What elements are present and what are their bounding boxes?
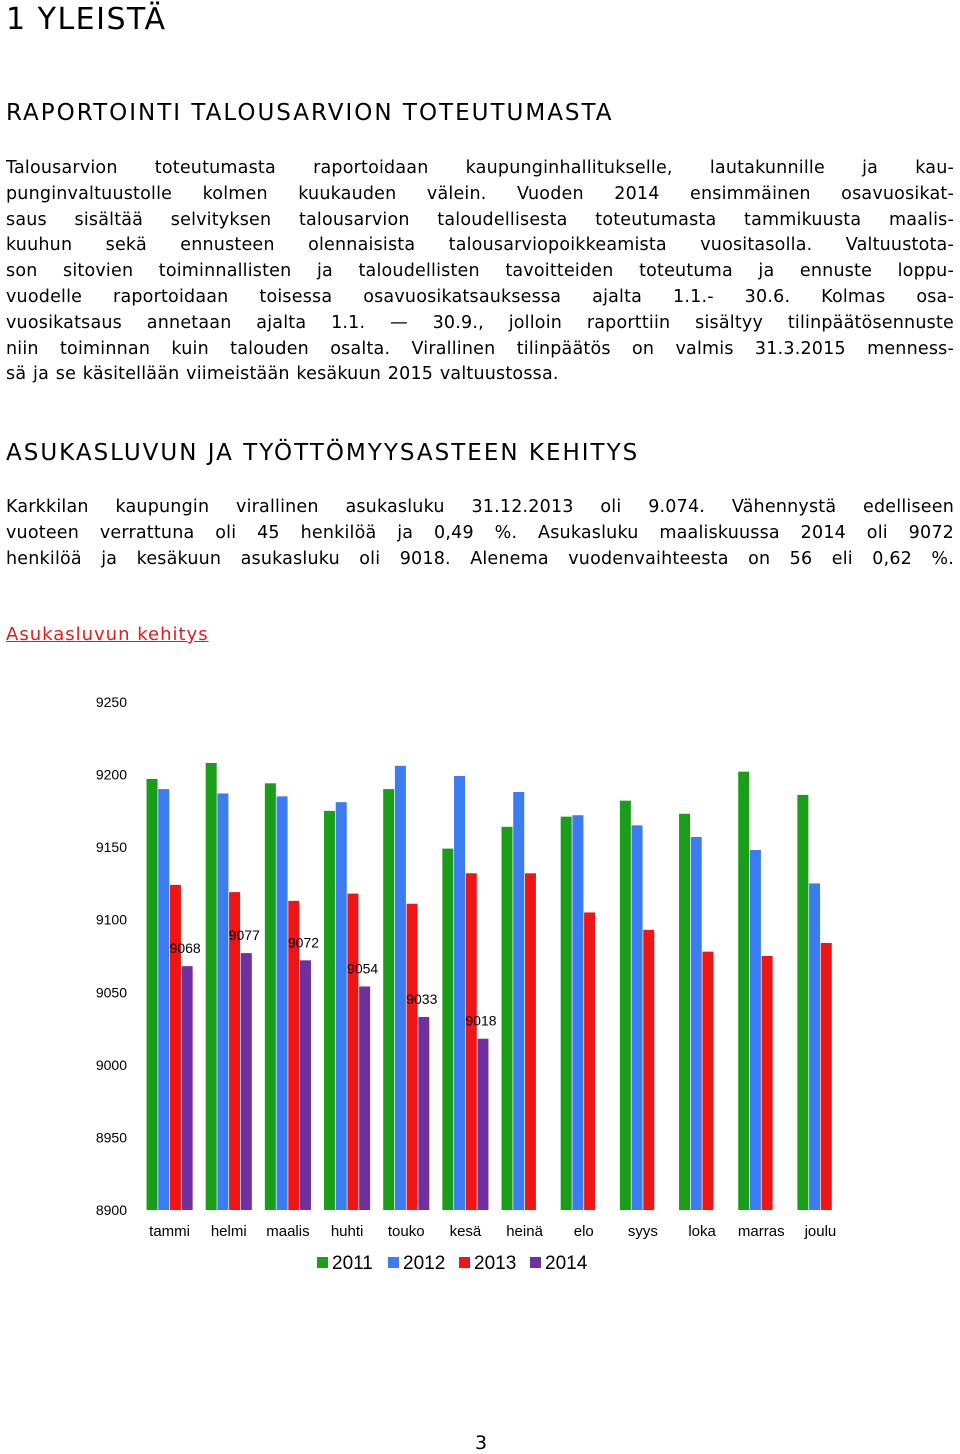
bar-2013-marras	[762, 956, 773, 1210]
bar-2011-maalis	[265, 783, 276, 1210]
text-line: son sitovien toiminnallisten ja taloudellisten tavoitteiden toteutuma ja ennuste loppu-	[6, 261, 954, 282]
bar-2011-kesä	[442, 849, 453, 1210]
bar-2011-tammi	[147, 779, 158, 1210]
x-tick-label: tammi	[149, 1223, 191, 1240]
y-tick-label: 9100	[95, 911, 127, 928]
chapter-title: 1 YLEISTÄ	[6, 2, 167, 37]
data-label-2014: 9068	[169, 940, 201, 957]
bar-2013-heinä	[525, 873, 536, 1210]
x-tick-label: elo	[573, 1223, 594, 1240]
legend-label-2013: 2013	[474, 1253, 517, 1274]
x-tick-label: joulu	[804, 1223, 837, 1240]
bar-2012-syys	[632, 825, 643, 1210]
bar-2013-syys	[643, 930, 654, 1210]
bar-2012-tammi	[158, 789, 169, 1210]
bar-2011-syys	[620, 801, 631, 1210]
x-tick-label: syys	[627, 1223, 658, 1240]
bar-2012-elo	[572, 815, 583, 1210]
bar-2011-huhti	[324, 811, 335, 1210]
bar-2013-huhti	[347, 894, 358, 1210]
bar-2013-kesä	[466, 873, 477, 1210]
paragraph-asukasluku	[6, 495, 954, 572]
population-bar-chart	[0, 680, 960, 1290]
y-tick-label: 9150	[95, 839, 127, 856]
bar-2011-heinä	[502, 827, 513, 1210]
bar-2014-huhti	[359, 986, 370, 1210]
bar-2011-marras	[738, 772, 749, 1210]
chart-heading: Asukasluvun kehitys	[6, 624, 209, 645]
y-tick-label: 9000	[95, 1056, 127, 1073]
bar-2011-elo	[561, 817, 572, 1210]
bar-2012-huhti	[336, 802, 347, 1210]
bar-2011-loka	[679, 814, 690, 1210]
x-tick-label: touko	[387, 1223, 425, 1240]
section-title-asukasluku: ASUKASLUVUN JA TYÖTTÖMYYSASTEEN KEHITYS	[6, 440, 640, 466]
data-label-2014: 9072	[287, 934, 320, 951]
bar-2013-elo	[584, 912, 595, 1210]
x-tick-label: marras	[737, 1223, 785, 1240]
bar-2011-touko	[383, 789, 394, 1210]
x-tick-label: heinä	[506, 1223, 543, 1240]
y-tick-label: 9200	[95, 766, 127, 783]
y-tick-label: 9050	[95, 984, 127, 1001]
text-line: Talousarvion toteutumasta raportoidaan kaupunginhallitukselle, lautakunnille ja kau-	[6, 158, 954, 178]
legend-label-2011: 2011	[332, 1253, 373, 1274]
text-line: Karkkilan kaupungin virallinen asukasluku 31.12.2013 oli 9.074. Vähennystä edelliseen	[6, 497, 954, 517]
legend-swatch-2013	[459, 1257, 470, 1268]
bar-2012-heinä	[513, 792, 524, 1210]
paragraph-raportointi	[6, 156, 954, 388]
data-label-2014: 9018	[465, 1012, 497, 1029]
y-tick-label: 8900	[95, 1202, 127, 1218]
bar-2012-marras	[750, 850, 761, 1210]
x-tick-label: maalis	[266, 1223, 310, 1240]
bar-2012-maalis	[277, 796, 288, 1210]
text-line: kuuhun sekä ennusteen olennaisista talousarviopoikkeamista vuositasolla. Valtuustota-	[6, 235, 954, 256]
bar-2013-joulu	[821, 943, 832, 1210]
bar-2013-touko	[407, 904, 418, 1210]
legend-swatch-2012	[388, 1257, 399, 1268]
data-label-2014: 9033	[406, 990, 438, 1007]
text-line: vuosikatsaus annetaan ajalta 1.1. — 30.9., jolloin raporttiin sisältyy tilinpäätösennuste	[6, 312, 954, 333]
legend-label-2012: 2012	[403, 1253, 446, 1274]
bar-2014-tammi	[182, 966, 193, 1210]
bar-2014-kesä	[477, 1039, 488, 1210]
bar-2014-touko	[418, 1017, 429, 1210]
bar-2012-helmi	[217, 793, 228, 1210]
bar-2014-maalis	[300, 960, 311, 1210]
data-label-2014: 9077	[228, 927, 260, 944]
x-tick-label: helmi	[210, 1223, 247, 1240]
x-tick-label: kesä	[449, 1223, 482, 1240]
y-tick-label: 8950	[95, 1129, 127, 1146]
text-line: henkilöä ja kesäkuun asukasluku oli 9018. Alenema vuodenvaihteesta on 56 eli 0,62 %.	[6, 548, 954, 569]
text-line: punginvaltuustolle kolmen kuukauden välein. Vuoden 2014 ensimmäinen osavuosikat-	[6, 183, 954, 204]
section-title-raportointi: RAPORTOINTI TALOUSARVION TOTEUTUMASTA	[6, 100, 614, 126]
text-line: niin toiminnan kuin talouden osalta. Virallinen tilinpäätös on valmis 31.3.2015 menness-	[6, 338, 954, 359]
bar-2012-touko	[395, 766, 406, 1210]
bar-2012-joulu	[809, 883, 820, 1210]
bar-2013-tammi	[170, 885, 181, 1210]
text-line: vuodelle raportoidaan toisessa osavuosikatsauksessa ajalta 1.1.- 30.6. Kolmas osa-	[6, 286, 954, 307]
text-line: sä ja se käsitellään viimeistään kesäkuun 2015 valtuustossa.	[6, 364, 559, 385]
text-line: vuoteen verrattuna oli 45 henkilöä ja 0,49 %. Asukasluku maaliskuussa 2014 oli 9072	[6, 522, 954, 543]
y-tick-label: 9250	[95, 694, 127, 710]
bar-2012-loka	[691, 837, 702, 1210]
x-tick-label: huhti	[330, 1223, 364, 1240]
bar-2012-kesä	[454, 776, 465, 1210]
bar-2014-helmi	[241, 953, 252, 1210]
page-number: 3	[475, 1432, 488, 1454]
x-tick-label: loka	[688, 1223, 716, 1240]
bar-2011-helmi	[206, 763, 217, 1210]
legend-swatch-2011	[317, 1257, 328, 1268]
bar-2013-loka	[702, 952, 713, 1210]
legend-label-2014: 2014	[545, 1253, 588, 1274]
legend-swatch-2014	[530, 1257, 541, 1268]
bar-2011-joulu	[797, 795, 808, 1210]
data-label-2014: 9054	[347, 960, 379, 977]
text-line: saus sisältää selvityksen talousarvion taloudellisesta toteutumasta tammikuusta maalis-	[6, 209, 954, 230]
